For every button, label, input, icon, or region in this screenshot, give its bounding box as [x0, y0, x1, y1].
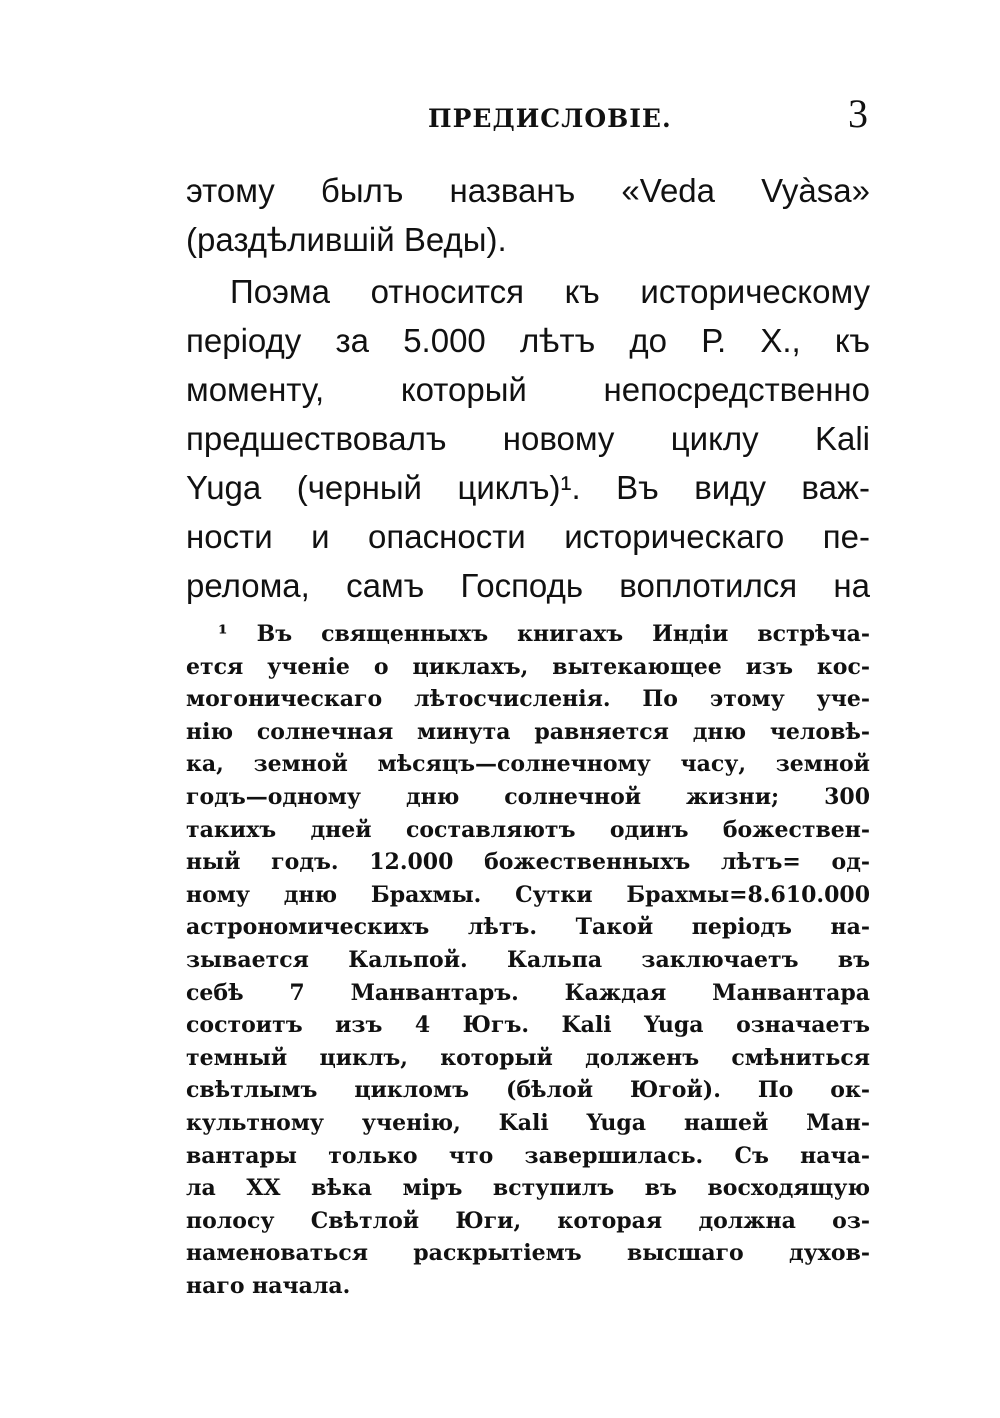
footnote-line: такихъ дней составляютъ одинъ божествен-	[186, 816, 870, 843]
footnote-line: зывается Кальпой. Кальпа заключаетъ въ	[186, 946, 870, 973]
text-line: релома, самъ Господь воплотился на	[186, 567, 870, 604]
text-line: этому былъ названъ «Veda Vyàsa»	[186, 172, 870, 209]
footnote-line: ла XX вѣка міръ вступилъ въ восходящую	[186, 1175, 870, 1202]
text-line: (раздѣлившій Веды).	[186, 221, 507, 258]
page-number: 3	[848, 91, 868, 136]
text-line: моменту, который непосредственно	[186, 371, 870, 408]
footnote-line: состоитъ изъ 4 Югъ. Kali Yuga означаетъ	[186, 1012, 870, 1039]
footnote	[186, 618, 870, 1302]
footnote-line: астрономическихъ лѣтъ. Такой періодъ на-	[186, 914, 870, 941]
footnote-line: наменоваться раскрытіемъ высшаго духов-	[186, 1240, 870, 1267]
chapter-title: ПРЕДИСЛОВІЕ.	[428, 104, 672, 133]
footnote-line: могоническаго лѣтосчисленія. По этому уче-	[186, 686, 870, 713]
footnote-line: ка, земной мѣсяцъ—солнечному часу, земной	[186, 751, 870, 778]
text-line: Yuga (черный циклъ)¹. Въ виду важ-	[186, 469, 870, 506]
footnote-line: свѣтлымъ цикломъ (бѣлой Югой). По ок-	[186, 1077, 870, 1104]
footnote-line: ный годъ. 12.000 божественныхъ лѣтъ= од-	[186, 849, 870, 876]
footnote-line: культному ученію, Kali Yuga нашей Ман-	[186, 1109, 870, 1136]
footnote-line: ному дню Брахмы. Сутки Брахмы=8.610.000	[186, 881, 870, 908]
text-line: Поэма относится къ историческому	[230, 273, 870, 310]
footnote-line: себѣ 7 Манвантаръ. Каждая Манвантара	[186, 979, 870, 1006]
footnote-line: ется ученіе о циклахъ, вытекающее изъ кос-	[186, 653, 870, 680]
text-line: предшествовалъ новому циклу Kali	[186, 420, 870, 457]
text-line: ности и опасности историческаго пе-	[186, 518, 870, 555]
text-line: періоду за 5.000 лѣтъ до Р. X., къ	[186, 322, 870, 359]
footnote-line: нію солнечная минута равняется дню человѣ-	[186, 718, 870, 745]
footnote-line: наго начала.	[186, 1272, 351, 1299]
footnote-line: годъ—одному дню солнечной жизни; 300	[186, 783, 870, 810]
footnote-line: полосу Свѣтлой Юги, которая должна оз-	[186, 1207, 870, 1234]
page-header	[0, 91, 1000, 140]
footnote-line: ¹ Въ священныхъ книгахъ Индіи встрѣча-	[218, 621, 870, 647]
footnote-line: вантары только что завершилась. Съ нача-	[186, 1142, 870, 1169]
footnote-line: темный циклъ, который долженъ смѣниться	[186, 1044, 870, 1071]
main-text	[186, 166, 870, 610]
